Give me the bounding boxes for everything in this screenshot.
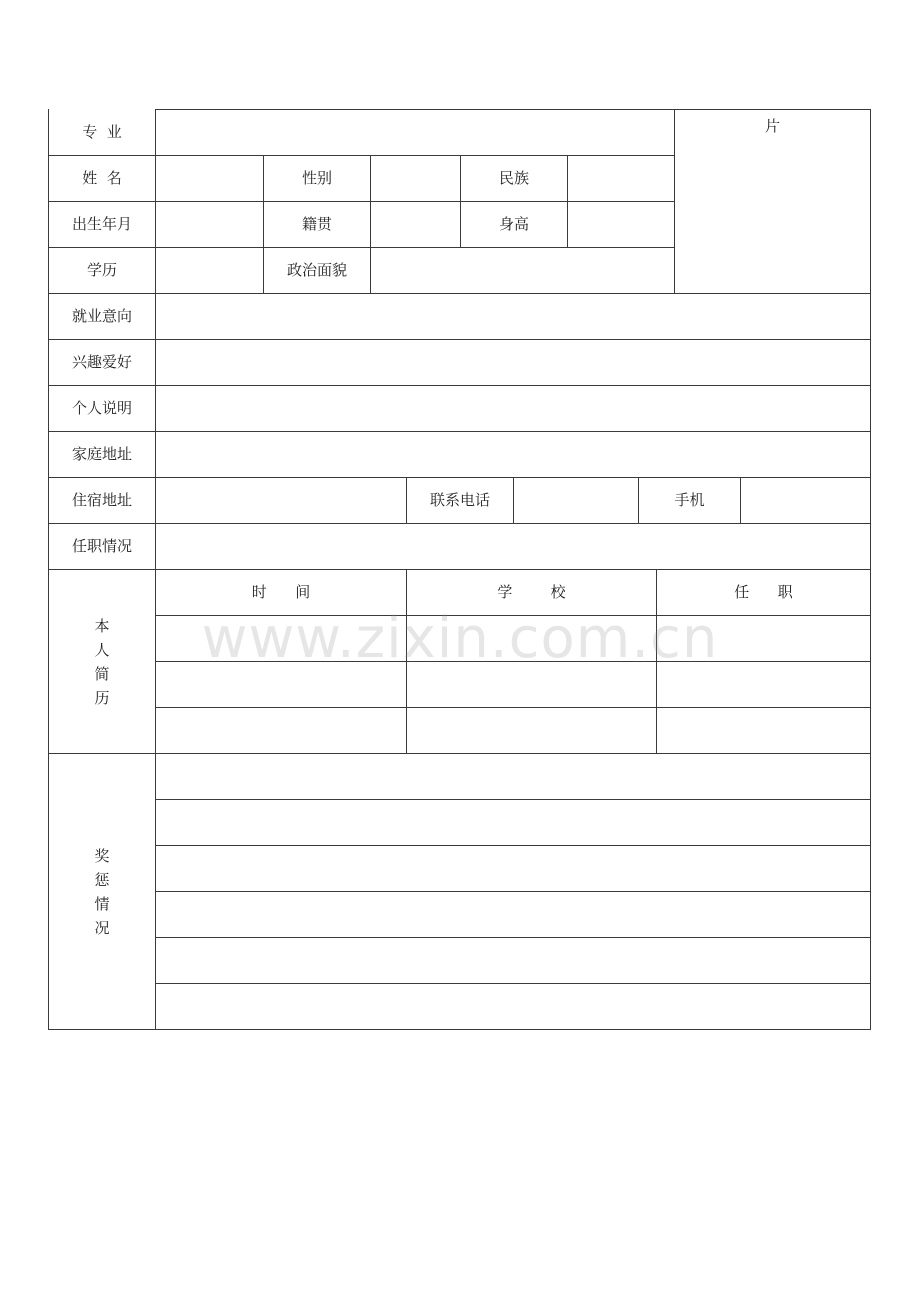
awards-row[interactable] [156, 846, 870, 891]
awards-title-char: 奖 [94, 846, 110, 865]
label-dorm-address: 住宿地址 [71, 491, 132, 509]
positions-held-field[interactable] [156, 524, 870, 569]
mobile-field[interactable] [741, 478, 870, 523]
awards-title-char: 惩 [94, 870, 110, 889]
job-intention-field[interactable] [156, 294, 870, 339]
home-address-field[interactable] [156, 432, 870, 477]
rule [870, 109, 871, 1030]
label-contact-phone: 联系电话 [429, 491, 490, 509]
label-height: 身高 [498, 215, 529, 233]
education-field[interactable] [156, 248, 263, 293]
resume-title-char: 本 [94, 616, 110, 635]
resume-cell[interactable] [156, 662, 406, 707]
resume-cell[interactable] [156, 616, 406, 661]
label-ethnicity: 民族 [498, 169, 529, 187]
native-place-field[interactable] [371, 202, 460, 247]
gender-field[interactable] [371, 156, 460, 201]
label-hobbies: 兴趣爱好 [71, 353, 132, 371]
label-gender: 性别 [301, 169, 332, 187]
awards-title-char: 情 [94, 894, 110, 913]
photo-label: 片 [764, 117, 780, 135]
height-field[interactable] [568, 202, 674, 247]
label-major: 专 业 [82, 123, 122, 141]
resume-cell[interactable] [657, 616, 870, 661]
rule [48, 1029, 871, 1030]
resume-cell[interactable] [407, 616, 656, 661]
label-positions-held: 任职情况 [71, 537, 132, 555]
label-political-status: 政治面貌 [286, 261, 347, 279]
photo-box[interactable] [675, 110, 870, 293]
awards-row[interactable] [156, 754, 870, 799]
resume-title-char: 人 [94, 640, 110, 659]
major-field[interactable] [156, 110, 674, 155]
personal-statement-field[interactable] [156, 386, 870, 431]
label-education: 学历 [86, 261, 117, 279]
label-personal-statement: 个人说明 [71, 399, 132, 417]
label-name: 姓 名 [82, 169, 122, 187]
resume-title-char: 历 [94, 688, 110, 707]
awards-row[interactable] [156, 800, 870, 845]
resume-cell[interactable] [407, 708, 656, 753]
awards-section-title [49, 754, 155, 1029]
label-birth: 出生年月 [71, 215, 132, 233]
resume-header-time: 时 间 [251, 583, 311, 601]
label-mobile: 手机 [674, 491, 705, 509]
awards-row[interactable] [156, 938, 870, 983]
resume-header-school: 学 校 [497, 583, 566, 601]
contact-phone-field[interactable] [514, 478, 638, 523]
resume-section-title [49, 570, 155, 753]
awards-row[interactable] [156, 984, 870, 1029]
name-field[interactable] [156, 156, 263, 201]
label-job-intention: 就业意向 [71, 307, 132, 325]
label-home-address: 家庭地址 [71, 445, 132, 463]
political-status-field[interactable] [371, 248, 674, 293]
resume-cell[interactable] [407, 662, 656, 707]
label-native-place: 籍贯 [301, 215, 332, 233]
resume-cell[interactable] [156, 708, 406, 753]
resume-header-position: 任 职 [734, 583, 793, 601]
resume-cell[interactable] [657, 662, 870, 707]
hobbies-field[interactable] [156, 340, 870, 385]
watermark: www.zixin.com.cn [201, 605, 719, 671]
awards-title-char: 况 [94, 918, 110, 937]
resume-title-char: 简 [94, 664, 110, 683]
birth-field[interactable] [156, 202, 263, 247]
dorm-address-field[interactable] [156, 478, 406, 523]
ethnicity-field[interactable] [568, 156, 674, 201]
awards-row[interactable] [156, 892, 870, 937]
resume-cell[interactable] [657, 708, 870, 753]
